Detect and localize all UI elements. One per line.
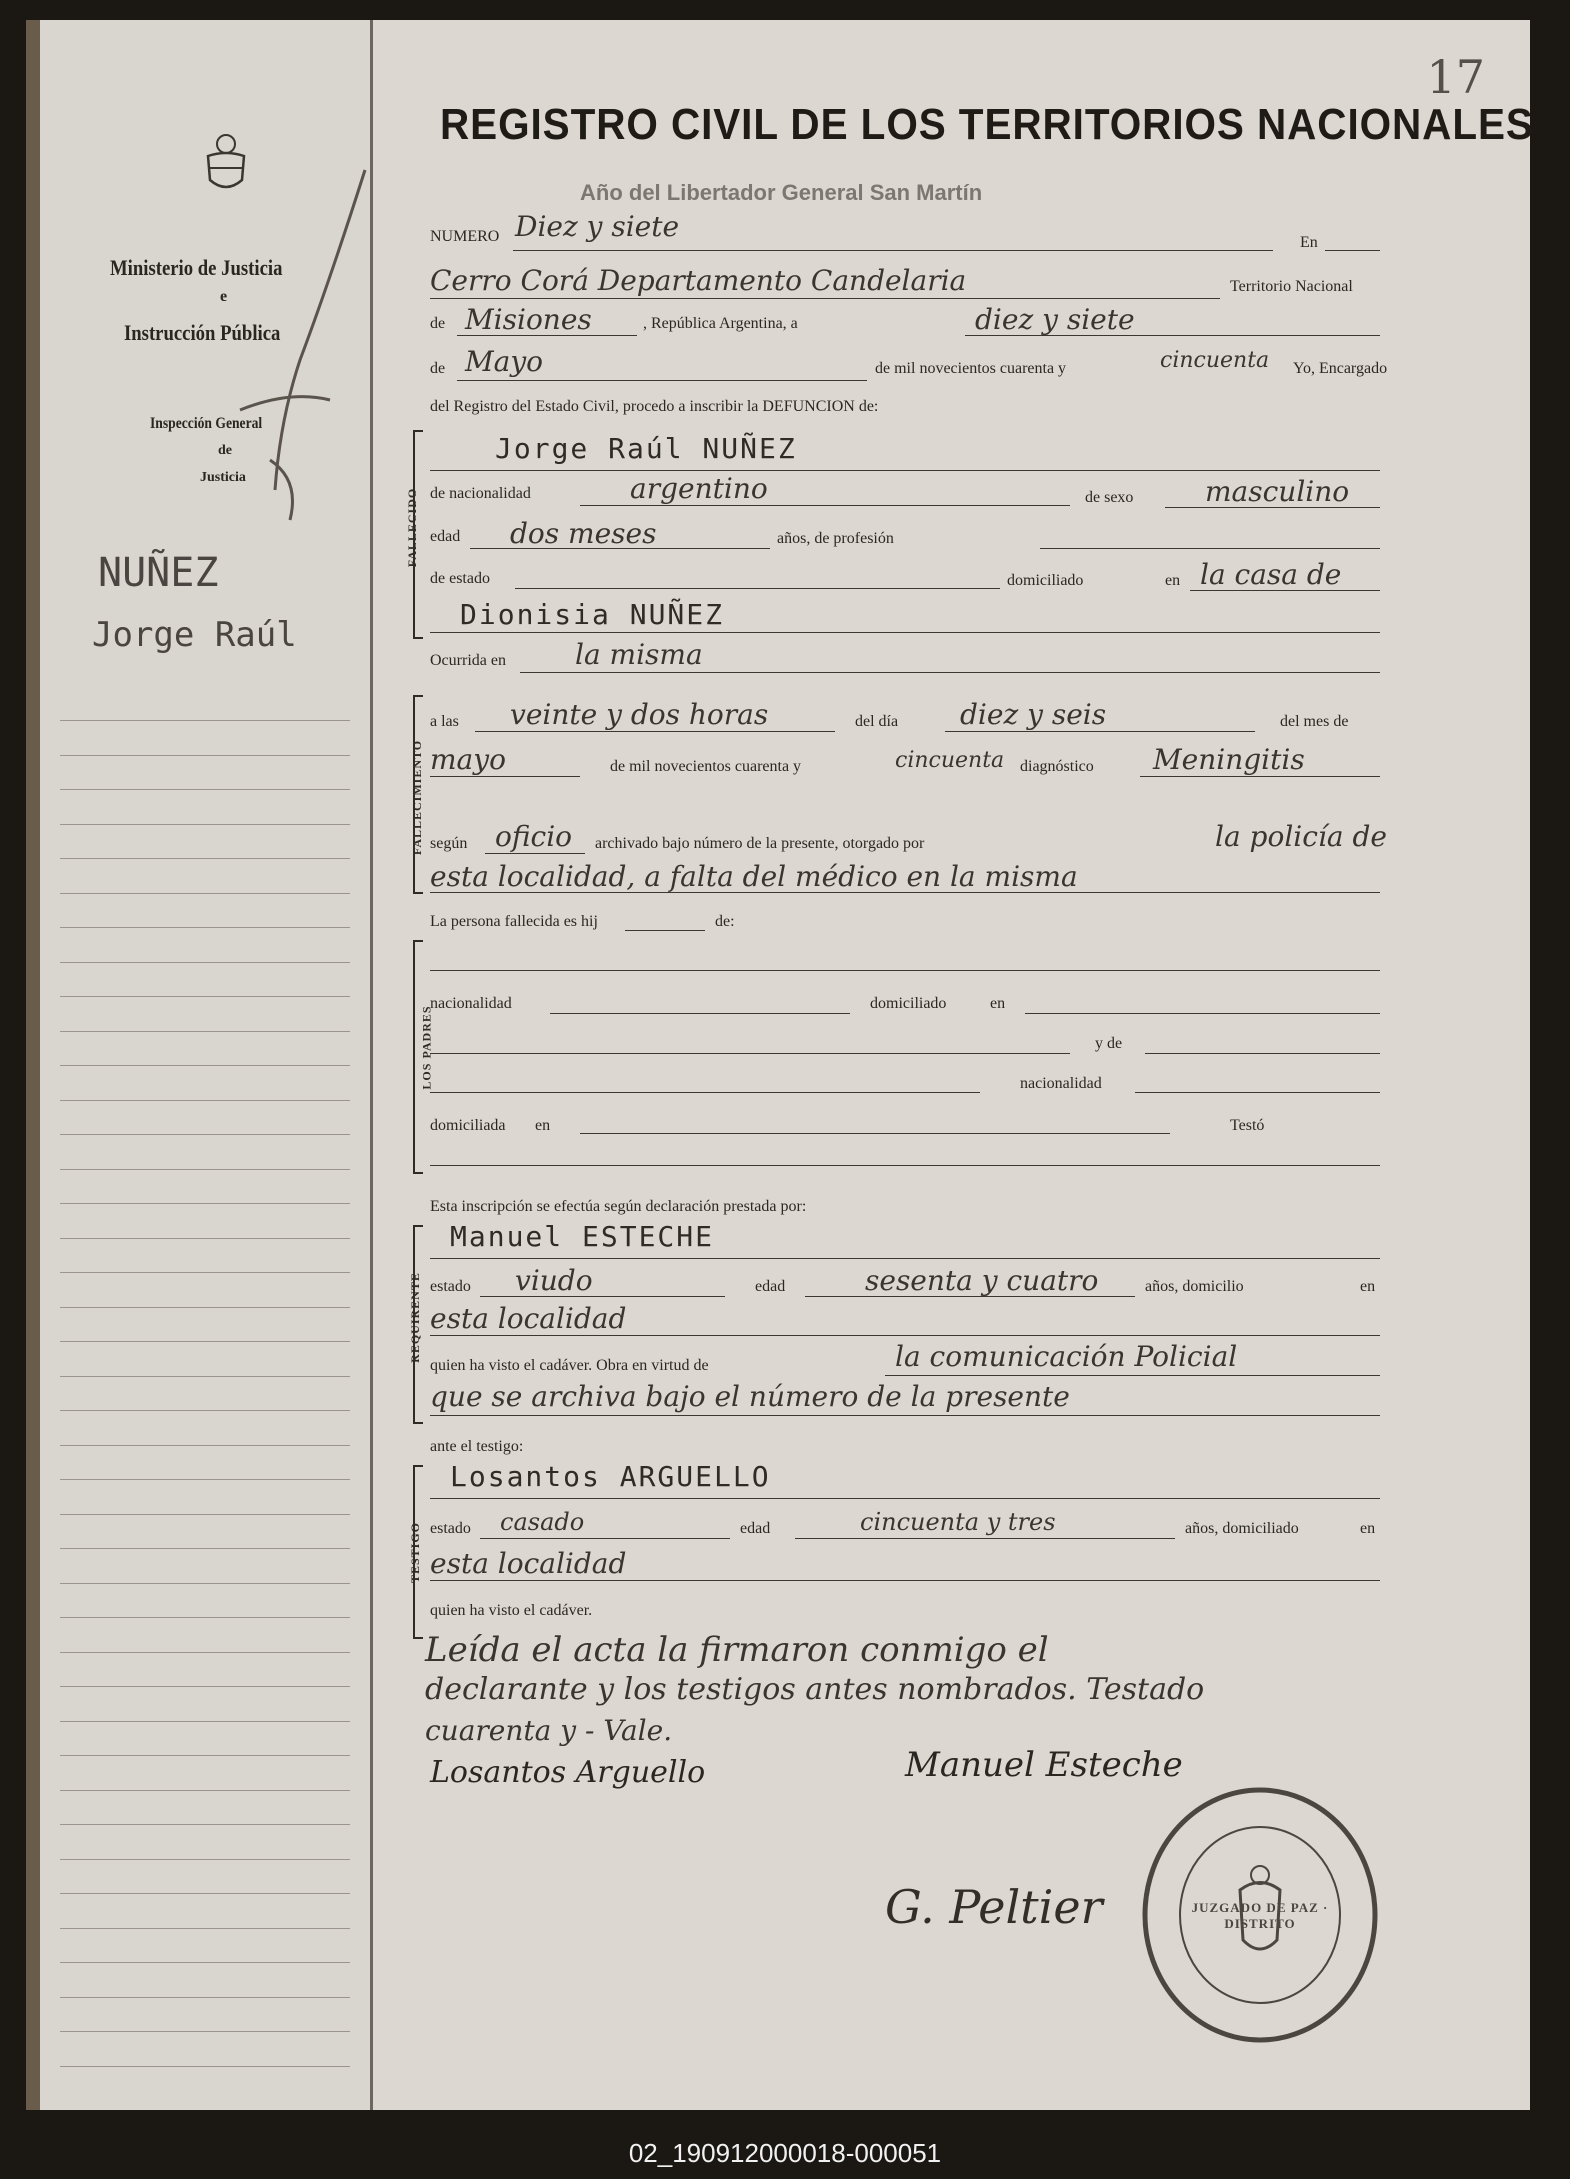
de2-label: de (430, 360, 446, 377)
padres-de-label: de: (715, 913, 735, 930)
padres-section-label: LOS PADRES (419, 1005, 434, 1090)
margin-surname: NUÑEZ (98, 550, 219, 596)
domicilio-value: la casa de (1200, 558, 1342, 591)
page-number: 17 (1426, 50, 1485, 104)
year-value: cincuenta (1160, 348, 1270, 373)
del-dia-label: del día (855, 713, 899, 730)
padres-nacionalidad-label: nacionalidad (430, 995, 512, 1012)
del-mes-label: del mes de (1280, 713, 1349, 730)
year-stamp: Año del Libertador General San Martín (580, 180, 983, 205)
testo-label: Testó (1230, 1117, 1265, 1134)
nacionalidad-value: argentino (630, 472, 768, 505)
margin-ruled-line (60, 1755, 350, 1756)
margin-ruled-line (60, 927, 350, 928)
padres-en2-label: en (535, 1117, 551, 1134)
margin-ruled-line (60, 1203, 350, 1204)
witness-signature: Losantos Arguello (430, 1755, 706, 1790)
anos-profesion-label: años, de profesión (777, 530, 894, 547)
death-certificate-form (385, 20, 1534, 2110)
archivado-label: archivado bajo número de la presente, otorgado por (595, 835, 925, 852)
padres-en-label: en (990, 995, 1006, 1012)
ministry-line3: Instrucción Pública (124, 320, 281, 345)
republica-label: , República Argentina, a (643, 315, 798, 332)
padres-domiciliado-label: domiciliado (870, 995, 947, 1012)
fallecido-name: Jorge Raúl NUÑEZ (495, 432, 797, 465)
margin-ruled-line (60, 2031, 350, 2032)
mil-label: de mil novecientos cuarenta y (875, 360, 1067, 377)
margin-ruled-line (60, 1824, 350, 1825)
margin-ruled-line (60, 1997, 350, 1998)
testigo-estado-value: casado (500, 1508, 585, 1536)
mes-value: mayo (430, 743, 506, 776)
ministry-line2: e (220, 288, 228, 305)
estado-label: de estado (430, 570, 490, 587)
numero-label: NUMERO (430, 228, 500, 245)
margin-ruled-line (60, 1652, 350, 1653)
segun-label: según (430, 835, 468, 852)
officer-signature: G. Peltier (885, 1880, 1103, 1934)
margin-ruled-line (60, 1169, 350, 1170)
month-value: Mayo (465, 345, 544, 378)
padres-intro: La persona fallecida es hij (430, 913, 598, 930)
testigo-section-label: TESTIGO (408, 1521, 423, 1584)
testigo-en-label: en (1360, 1520, 1376, 1537)
domicilio-value2: Dionisia NUÑEZ (460, 598, 725, 631)
edad-label: edad (430, 528, 461, 545)
virtud-value2: que se archiva bajo el número de la presente (430, 1380, 1070, 1413)
margin-ruled-line (60, 893, 350, 894)
page-title: REGISTRO CIVIL DE LOS TERRITORIOS NACIONALES (440, 100, 1534, 149)
testigo-anos-label: años, domiciliado (1185, 1520, 1299, 1537)
registro-text: del Registro del Estado Civil, procedo a inscribir la DEFUNCION de: (430, 398, 879, 415)
margin-ruled-line (60, 1962, 350, 1963)
margin-column (40, 20, 373, 2110)
margin-ruled-line (60, 824, 350, 825)
testigo-edad-value: cincuenta y tres (860, 1508, 1056, 1536)
hora-value: veinte y dos horas (510, 698, 769, 731)
diagnostico-value: Meningitis (1153, 743, 1305, 776)
yo-label: Yo, Encargado (1293, 360, 1388, 377)
requirente-domicilio-value: esta localidad (430, 1302, 627, 1335)
padres-nacionalidad2-label: nacionalidad (1020, 1075, 1102, 1092)
otorgado-value2: esta localidad, a falta del médico en la misma (430, 860, 1078, 893)
margin-ruled-line (60, 1928, 350, 1929)
margin-ruled-line (60, 1686, 350, 1687)
margin-ruled-line (60, 1410, 350, 1411)
margin-ruled-line (60, 996, 350, 997)
requirente-name: Manuel ESTECHE (450, 1220, 715, 1253)
requirente-cadaver-label: quien ha visto el cadáver. Obra en virtud de (430, 1357, 709, 1374)
margin-given-names: Jorge Raúl (92, 615, 297, 655)
testigo-intro: ante el testigo: (430, 1438, 524, 1455)
margin-ruled-line (60, 2066, 350, 2067)
ministry-line1: Ministerio de Justicia (110, 255, 283, 280)
inspection-line2: de (218, 443, 232, 458)
en-label: En (1300, 234, 1318, 251)
edad-value: dos meses (510, 517, 657, 550)
domiciliada-label: domiciliada (430, 1117, 506, 1134)
testigo-name: Losantos ARGUELLO (450, 1460, 771, 1493)
testigo-cadaver-label: quien ha visto el cadáver. (430, 1602, 593, 1619)
margin-ruled-line (60, 1790, 350, 1791)
margin-ruled-line (60, 1479, 350, 1480)
fallecimiento-mil-label: de mil novecientos cuarenta y (610, 758, 802, 775)
sexo-label: de sexo (1085, 489, 1134, 506)
closing-line1: Leída el acta la firmaron conmigo el (425, 1630, 1049, 1670)
binding-edge-left (26, 20, 40, 2110)
domiciliado-label: domiciliado (1007, 572, 1084, 589)
fallecimiento-section-label: FALLECIMIENTO (410, 739, 425, 856)
testigo-estado-label: estado (430, 1520, 471, 1537)
numero-value: Diez y siete (515, 210, 680, 243)
margin-annotation-scrawl (180, 160, 380, 605)
margin-ruled-line (60, 1617, 350, 1618)
requirente-edad-value: sesenta y cuatro (865, 1264, 1099, 1297)
margin-ruled-line (60, 1065, 350, 1066)
requirente-edad-label: edad (755, 1278, 786, 1295)
margin-ruled-line (60, 962, 350, 963)
margin-ruled-line (60, 1100, 350, 1101)
register-page (40, 20, 1534, 2110)
testigo-domicilio-value: esta localidad (430, 1547, 627, 1580)
y-de-label: y de (1095, 1035, 1123, 1052)
declaracion-intro: Esta inscripción se efectúa según declaración prestada por: (430, 1198, 807, 1215)
territory-value: Misiones (465, 303, 592, 336)
margin-ruled-line (60, 1445, 350, 1446)
margin-ruled-line (60, 1583, 350, 1584)
de-label: de (430, 315, 446, 332)
day-value: diez y siete (975, 303, 1135, 336)
margin-ruled-line (60, 755, 350, 756)
image-id-caption: 02_190912000018-000051 (628, 2138, 942, 2168)
margin-ruled-line (60, 1376, 350, 1377)
margin-ruled-line (60, 1514, 350, 1515)
nacionalidad-label: de nacionalidad (430, 485, 531, 502)
sexo-value: masculino (1205, 475, 1350, 508)
a-las-label: a las (430, 713, 459, 730)
margin-ruled-line (60, 720, 350, 721)
margin-ruled-line (60, 1721, 350, 1722)
margin-ruled-line (60, 1134, 350, 1135)
requirente-estado-value: viudo (515, 1264, 593, 1297)
margin-ruled-line (60, 1238, 350, 1239)
margin-ruled-line (60, 1307, 350, 1308)
requirente-estado-label: estado (430, 1278, 471, 1295)
requirente-section-label: REQUIRENTE (407, 1272, 422, 1363)
closing-line2: declarante y los testigos antes nombrados. Testado (425, 1672, 1205, 1707)
closing-line3: cuarenta y - Vale. (425, 1714, 673, 1747)
declarant-signature: Manuel Esteche (905, 1745, 1183, 1785)
seal-text: JUZGADO DE PAZ · DISTRITO (1191, 1900, 1329, 1931)
fallecido-en-label: en (1165, 572, 1181, 589)
place-value: Cerro Corá Departamento Candelaria (430, 264, 967, 297)
margin-ruled-line (60, 1341, 350, 1342)
territorio-label: Territorio Nacional (1230, 278, 1353, 295)
margin-ruled-line (60, 1031, 350, 1032)
margin-ruled-line (60, 1272, 350, 1273)
ocurrida-value: la misma (575, 638, 703, 671)
requirente-en-label: en (1360, 1278, 1376, 1295)
fallecido-section-label: FALLECIDO (405, 487, 420, 568)
margin-ruled-line (60, 1859, 350, 1860)
diagnostico-label: diagnóstico (1020, 758, 1094, 775)
requirente-anos-label: años, domicilio (1145, 1278, 1244, 1295)
margin-ruled-line (60, 1548, 350, 1549)
dia-value: diez y seis (960, 698, 1107, 731)
ocurrida-label: Ocurrida en (430, 652, 506, 669)
inspection-line1: Inspección General (150, 415, 263, 432)
virtud-value: la comunicación Policial (895, 1340, 1238, 1373)
margin-ruled-line (60, 858, 350, 859)
otorgado-value: la policía de (1215, 820, 1387, 853)
margin-ruled-line (60, 1893, 350, 1894)
testigo-edad-label: edad (740, 1520, 771, 1537)
anio-value: cincuenta (895, 748, 1005, 773)
inspection-line3: Justicia (200, 470, 246, 485)
segun-value: oficio (495, 820, 573, 853)
margin-ruled-line (60, 789, 350, 790)
